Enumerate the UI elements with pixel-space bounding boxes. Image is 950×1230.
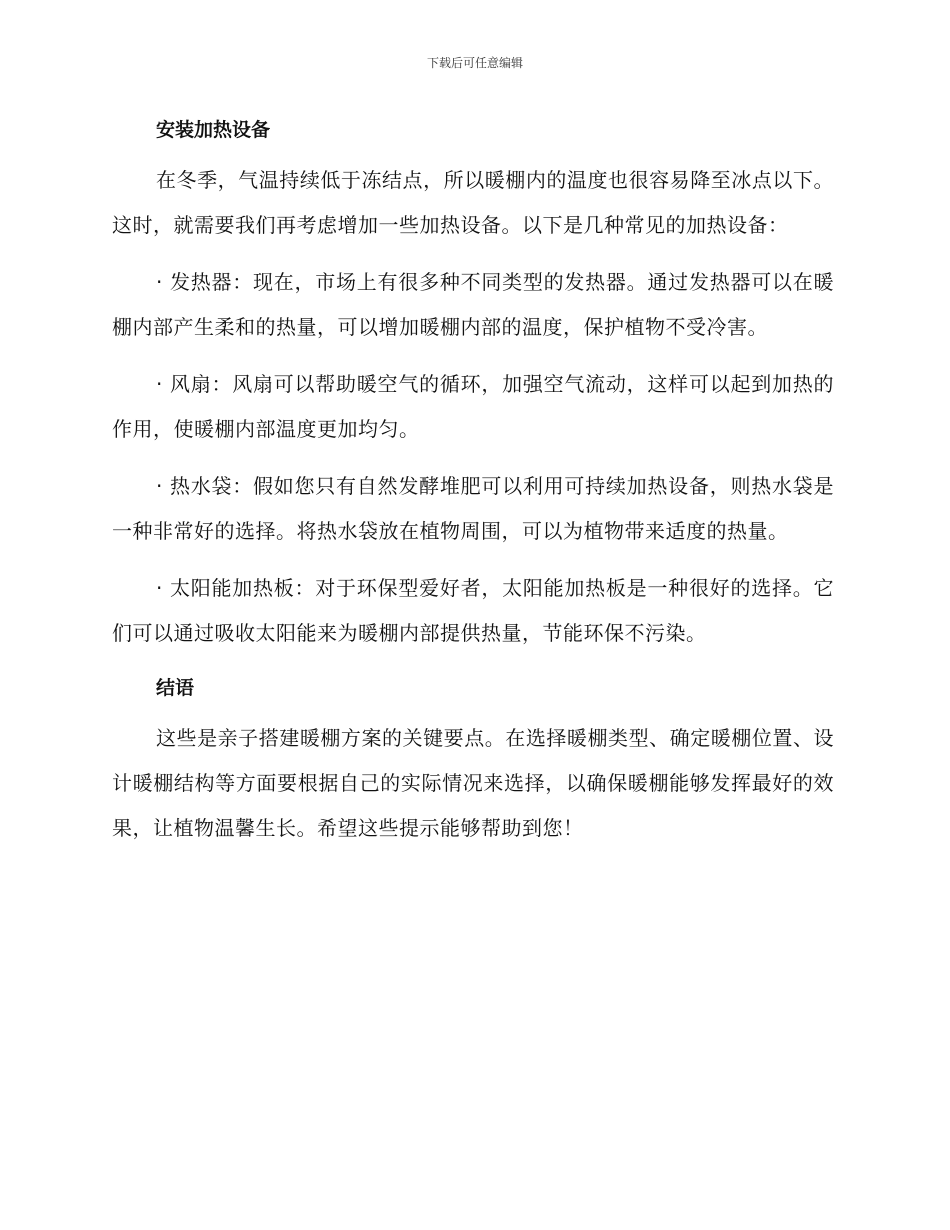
page-header-note: 下载后可任意编辑 <box>426 56 523 70</box>
list-item-solar-panel: · 太阳能加热板：对于环保型爱好者，太阳能加热板是一种很好的选择。它们可以通过吸收太阳能来为暖棚内部提供热量，节能环保不污染。 <box>112 576 834 645</box>
list-item-fan: · 风扇：风扇可以帮助暖空气的循环，加强空气流动，这样可以起到加热的作用，使暖棚内部温度更加均匀。 <box>112 372 834 441</box>
document-body <box>112 110 834 863</box>
conclusion-paragraph: 这些是亲子搭建暖棚方案的关键要点。在选择暖棚类型、确定暖棚位置、设计暖棚结构等方面要根据自己的实际情况来选择，以确保暖棚能够发挥最好的效果，让植物温馨生长。希望这些提示能够帮助到您！ <box>112 726 834 840</box>
section-heading-conclusion: 结语 <box>156 677 195 699</box>
intro-paragraph: 在冬季，气温持续低于冻结点，所以暖棚内的温度也很容易降至冰点以下。这时，就需要我们再考虑增加一些加热设备。以下是几种常见的加热设备： <box>112 168 834 237</box>
list-item-hot-water-bag: · 热水袋：假如您只有自然发酵堆肥可以利用可持续加热设备，则热水袋是一种非常好的选择。将热水袋放在植物周围，可以为植物带来适度的热量。 <box>112 474 834 543</box>
section-heading-heating: 安装加热设备 <box>156 119 271 141</box>
list-item-heater: · 发热器：现在，市场上有很多种不同类型的发热器。通过发热器可以在暖棚内部产生柔和的热量，可以增加暖棚内部的温度，保护植物不受冷害。 <box>112 270 834 339</box>
